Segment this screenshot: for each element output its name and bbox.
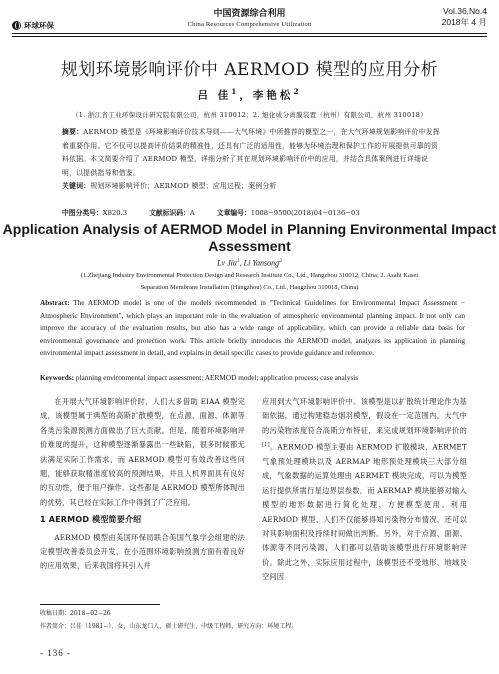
body-paragraph: 应用到大气环境影响评价中。该模型是以扩散统计理论作为基础依据，通过构建稳态烟羽模型，假设在一定范围内，大气中的污染物浓度符合高斯分布特征，来完成规划环境影响评价的[1]。AERMOD 模型主要由 AERMOD 扩散模块、AERMET 气象预处理模块以及 AERMAP 地形预处理模块三大部分组成，气象数据的运算处理由 AERMET 模块完成，可以为模型运行提供所需行星边界层参数，而 AERMAP 模块能够对输入模型的地形数据进行简化处理，方便模型使用。利用 AERMOD 模型，人们不仅能够得知污染物分布情况，还可以对其影响面积及持续时间做出判断。另外，对于点源、面源、体源等不同污染源，人们都可以借助该模型进行环境影响评价。除此之外，实际应用过程中，该模型还不受地形、地域及空间因: [262, 397, 467, 582]
author-1-en: Lv Jia: [217, 258, 237, 268]
body-paragraph: 在开展大气环境影响评价时，人们大多借助 EIAA 模型完成，该模型属于典型的高斯扩散模型，在点源、面源、体源等各类污染源预测方面做出了巨大贡献。但是，随着环境影响评价难度的提升，这种模型逐渐暴露出一些缺陷，很多时候都无法满足实际工作需求，而 AERMOD 模型可有效改善这些问题，能够获取精准度较高的预测结果，并且人机界面具有良好的互动性，便于用户操作。这些都是 AERMOD 模型所体现出的优势，其已经在实际工作中得到了广泛应用。: [40, 397, 245, 507]
author-1-cn: 吕 佳: [197, 89, 232, 102]
body-column-right: [262, 395, 467, 585]
affiliation-en: [20, 270, 479, 294]
affiliation-en-line-2: Separation Membrane Installation (Hangzhou) Co., Ltd., Hangzhou 310018, China): [140, 284, 359, 291]
keywords-en: [40, 373, 465, 382]
body-paragraph: AERMOD 模型由美国环保局联合美国气象学会组建的法定模型改善委员会开发，在小范围环境影响预测方面有着良好的应用效果，后来我国将其引入并: [40, 532, 245, 571]
classification-meta: [62, 207, 360, 217]
volume-number: Vol.36,No.4: [443, 6, 487, 16]
keywords-en-label: Keywords:: [40, 373, 75, 382]
issue-date: 2018年 4 月: [441, 17, 487, 27]
article-id: 文章编号：1008−9500(2018)04−0136−03: [216, 209, 360, 217]
journal-name: [100, 6, 399, 28]
article-title-cn: 规划环境影响评价中 AERMOD 模型的应用分析: [60, 60, 439, 80]
globe-icon: [12, 21, 21, 30]
body-column-left: [40, 395, 245, 574]
affiliation-cn: （1. 浙江省工业环保设计研究院有限公司，杭州 310012；2. 旭化成分离膜装置（杭州）有限公司，杭州 310018）: [71, 111, 428, 119]
affiliation-en-line-1: (1.Zhejiang Industry Environmental Protection Design and Research Institute Co., Ltd., Hangzhou 310012, China; 2. Asahi Kasei: [80, 272, 419, 279]
citation-ref: [1]: [262, 442, 270, 449]
keywords-en-text: planning environmental impact assessment; AERMOD model; application process; case analysis: [74, 373, 359, 382]
footnote-received: 收稿日期：2018−02−26: [40, 610, 111, 617]
author-2-cn: 李艳松: [252, 89, 294, 102]
journal-header: [0, 0, 499, 40]
authors-en: Lv Jia$^1$, Li Yansong$^2$: [217, 258, 282, 268]
keywords-cn-text: 规划环境影响评价；AERMOD 模型；应用过程；案例分析: [90, 182, 277, 190]
journal-name-en: China Resources Comprehensive Utilization: [187, 21, 312, 28]
journal-name-cn: 中国资源综合利用: [213, 9, 286, 19]
authors-cn: [0, 87, 499, 103]
doc-code: 文献标识码：A: [149, 209, 195, 217]
author-2-en: Li Yansong: [243, 258, 280, 268]
header-rule-thick: [12, 33, 487, 34]
issue-info: [442, 6, 487, 28]
clc-number: 中图分类号：X820.3: [62, 209, 128, 217]
footnote-author: 作者简介：吕佳（1981−），女，山东龙口人，硕士研究生，中级工程师，研究方向：环境工程。: [40, 623, 298, 630]
abstract-cn: [62, 126, 442, 194]
footnote-rule: [40, 604, 160, 605]
abstract-en: [40, 297, 465, 360]
keywords-cn-label: 关键词：: [62, 182, 91, 190]
abstract-cn-label: 摘要：: [62, 128, 84, 136]
header-rule-thin: [12, 36, 487, 37]
abstract-en-label: Abstract:: [40, 298, 70, 307]
keywords-cn: [62, 180, 442, 194]
article-title-en: Application Analysis of AERMOD Model in Planning Environmental Impact Assessment: [2, 221, 497, 254]
page-number: - 136 -: [40, 648, 71, 658]
author-1-sup: 1: [231, 87, 240, 96]
abstract-en-text: The AERMOD model is one of the models recommended in "Technical Guidelines for Environmental Impact Assessment − Atmospheric Environment", which plays an important role in the evaluation of atmospheric environmental planning impact. It not only can improve the accuracy of the evaluation results, but also has a wide range of applicability, which can provide a reliable data basis for environmental governance and protection work. This article briefly introduces the AERMOD model, analyzes its application in planning environmental impact assessment in detail, and explains in detail specific cases to provide guidance and reference.: [40, 298, 465, 357]
author-2-sup: 2: [293, 87, 302, 96]
section-label: [12, 20, 54, 31]
section-label-text: 环球环保: [24, 21, 54, 30]
section-heading: 1 AERMOD 模型简要介绍: [40, 515, 142, 525]
abstract-cn-text: AERMOD 模型是《环境影响评价技术导则——大气环境》中所推荐的模型之一，在大气环境规划影响评价中发挥着重要作用。它不仅可以提高评价结果的精准性，还具有广泛的适用性，能够为环境治理和保护工作的开展提供可靠的资料依据。本文简要介绍了 AERMOD 模型，详细分析了其在规划环境影响评价中的应用，并结合具体案例进行详细说明，以提供指导和借鉴。: [62, 128, 440, 177]
author-sep: ，: [239, 89, 253, 102]
